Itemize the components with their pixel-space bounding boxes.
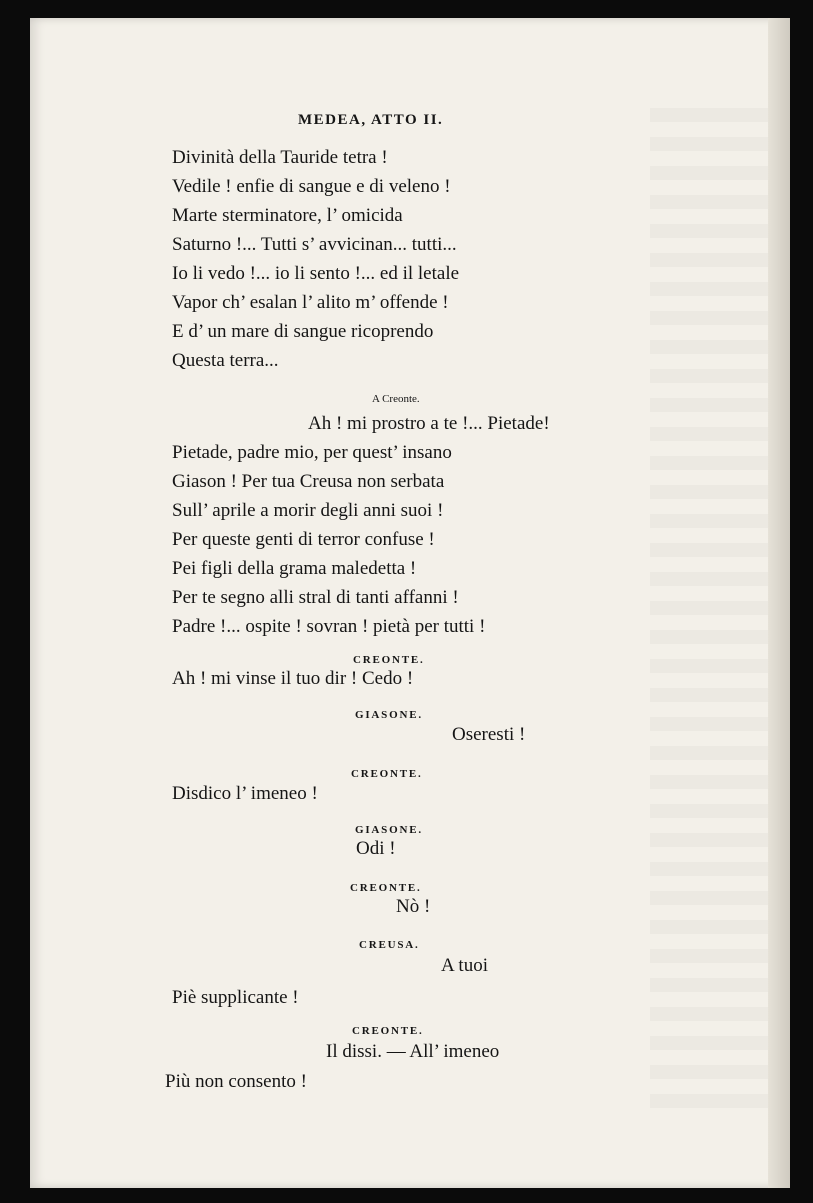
speaker-name: CREONTE. <box>351 768 423 780</box>
verse-line: Nò ! <box>396 896 431 917</box>
verse-line: Vedile ! enfie di sangue e di veleno ! <box>172 176 451 197</box>
bleed-through-text <box>650 108 770 1108</box>
verse-line: Oseresti ! <box>452 724 526 745</box>
verse-line: Marte sterminatore, l’ omicida <box>172 205 403 226</box>
verse-line: Padre !... ospite ! sovran ! pietà per tutti ! <box>172 616 486 637</box>
verse-line: Ah ! mi prostro a te !... Pietade! <box>308 413 550 434</box>
speaker-name: CREONTE. <box>353 654 425 666</box>
verse-line: Pei figli della grama maledetta ! <box>172 558 417 579</box>
speaker-name: CREONTE. <box>350 882 422 894</box>
verse-line: Il dissi. — All’ imeneo <box>326 1041 500 1062</box>
verse-line: Per te segno alli stral di tanti affanni ! <box>172 587 459 608</box>
verse-line: Per queste genti di terror confuse ! <box>172 529 435 550</box>
verse-line: Piè supplicante ! <box>172 987 299 1008</box>
speaker-name: CREUSA. <box>359 939 420 951</box>
speaker-name: GIASONE. <box>355 824 423 836</box>
verse-line: Giason ! Per tua Creusa non serbata <box>172 471 445 492</box>
verse-line: Io li vedo !... io li sento !... ed il letale <box>172 263 460 284</box>
verse-line: E d’ un mare di sangue ricoprendo <box>172 321 434 342</box>
verse-line: Vapor ch’ esalan l’ alito m’ offende ! <box>172 292 449 313</box>
verse-line: Pietade, padre mio, per quest’ insano <box>172 442 452 463</box>
verse-line: Disdico l’ imeneo ! <box>172 783 318 804</box>
verse-line: Divinità della Tauride tetra ! <box>172 147 388 168</box>
speaker-name: GIASONE. <box>355 709 423 721</box>
verse-line: Sull’ aprile a morir degli anni suoi ! <box>172 500 444 521</box>
verse-line: Ah ! mi vinse il tuo dir ! Cedo ! <box>172 668 414 689</box>
speaker-name: CREONTE. <box>352 1025 424 1037</box>
verse-line: Più non consento ! <box>165 1071 307 1092</box>
verse-line: Questa terra... <box>172 350 279 371</box>
stage-direction: A Creonte. <box>372 393 420 405</box>
page-edge <box>768 18 790 1188</box>
verse-line: Saturno !... Tutti s’ avvicinan... tutti... <box>172 234 457 255</box>
running-header: MEDEA, ATTO II. <box>298 112 444 128</box>
verse-line: A tuoi <box>441 955 488 976</box>
verse-line: Odi ! <box>356 838 396 859</box>
